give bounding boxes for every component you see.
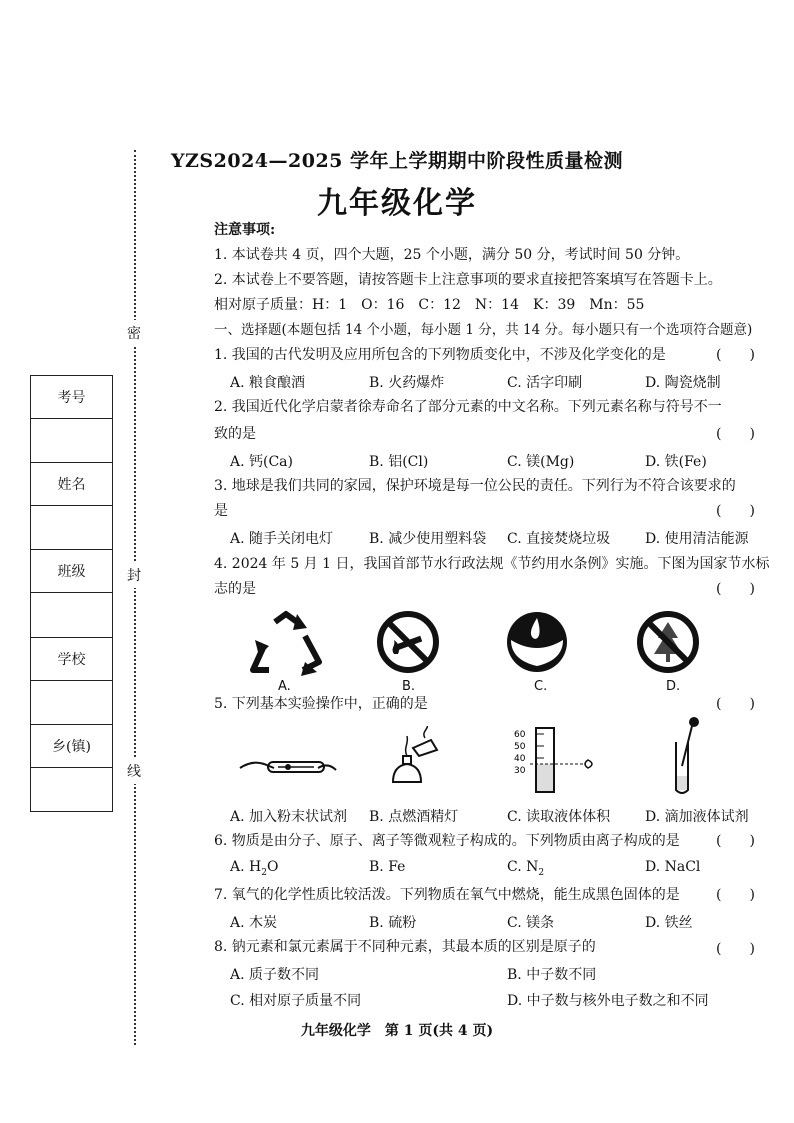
- field-label-class: 班级: [31, 550, 113, 593]
- q5-option-b: B. 点燃酒精灯: [369, 809, 459, 825]
- note-1: 1. 本试卷共 4 页，四个大题，25 个小题，满分 50 分，考试时间 50 分钟。: [214, 247, 690, 263]
- q7-option-c: C. 镁条: [507, 915, 555, 931]
- field-input-town[interactable]: [31, 767, 113, 811]
- q1-stem: 1. 我国的古代发明及应用所包含的下列物质变化中，不涉及化学变化的是: [214, 347, 666, 363]
- q2-answer-paren: ( ): [716, 426, 755, 442]
- field-input-exam-number[interactable]: [31, 419, 113, 463]
- field-label-name: 姓名: [31, 463, 113, 506]
- q3-option-d: D. 使用清洁能源: [645, 531, 749, 547]
- field-input-school[interactable]: [31, 680, 113, 724]
- q1-option-c: C. 活字印刷: [507, 375, 583, 391]
- q2-option-c: C. 镁(Mg): [507, 454, 575, 470]
- q5-answer-paren: ( ): [716, 696, 755, 712]
- q2-option-a: A. 钙(Ca): [230, 454, 293, 470]
- water-saving-icon: [505, 610, 569, 674]
- q8-option-b: B. 中子数不同: [507, 967, 597, 983]
- no-smoking-fire-icon: [376, 610, 440, 674]
- binding-dashed-line: [134, 150, 136, 1045]
- q2-stem-cont: 致的是: [214, 426, 256, 442]
- q3-option-a: A. 随手关闭电灯: [230, 531, 334, 547]
- cylinder-tick-60: 60: [514, 730, 526, 740]
- q1-option-d: D. 陶瓷烧制: [645, 375, 721, 391]
- q7-stem: 7. 氧气的化学性质比较活泼。下列物质在氧气中燃烧，能生成黑色固体的是: [214, 887, 680, 903]
- section1-heading: 一、选择题(本题包括 14 个小题，每小题 1 分，共 14 分。每小题只有一个选项符合题意): [214, 322, 753, 338]
- field-label-town: 乡(镇): [31, 724, 113, 767]
- q3-answer-paren: ( ): [716, 503, 755, 519]
- q4-answer-paren: ( ): [716, 581, 755, 597]
- q7-option-a: A. 木炭: [230, 915, 278, 931]
- q8-option-d: D. 中子数与核外电子数之和不同: [507, 993, 709, 1009]
- q5-option-c: C. 读取液体体积: [507, 809, 611, 825]
- q3-option-b: B. 减少使用塑料袋: [369, 531, 487, 547]
- q8-answer-paren: ( ): [716, 941, 755, 957]
- q2-option-b: B. 铝(Cl): [369, 454, 429, 470]
- field-input-class[interactable]: [31, 593, 113, 637]
- notes-heading: 注意事项:: [214, 222, 276, 238]
- q8-option-a: A. 质子数不同: [230, 967, 320, 983]
- q2-option-d: D. 铁(Fe): [645, 454, 707, 470]
- q2-stem: 2. 我国近代化学启蒙者徐寿命名了部分元素的中文名称。下列元素名称与符号不一: [214, 399, 722, 415]
- note-2: 2. 本试卷上不要答题，请按答题卡上注意事项的要求直接把答案填写在答题卡上。: [214, 272, 722, 288]
- q8-stem: 8. 钠元素和氯元素属于不同种元素，其最本质的区别是原子的: [214, 939, 596, 955]
- exam-title: YZS2024—2025 学年上学期期中阶段性质量检测: [170, 150, 624, 172]
- field-label-exam-number: 考号: [31, 376, 113, 419]
- q1-option-a: A. 粮食酿酒: [230, 375, 306, 391]
- q6-option-d: D. NaCl: [645, 859, 701, 875]
- q8-option-c: C. 相对原子质量不同: [230, 993, 362, 1009]
- cylinder-tick-50: 50: [514, 742, 526, 752]
- student-info-table: [30, 375, 113, 812]
- exam-subject: 九年级化学: [317, 186, 477, 221]
- q5-stem: 5. 下列基本实验操作中，正确的是: [214, 696, 428, 712]
- q7-answer-paren: ( ): [716, 887, 755, 903]
- cylinder-tick-40: 40: [514, 754, 526, 764]
- alcohol-lamp-illustration: [385, 726, 441, 792]
- q6-option-a: A. $H_2O$: [230, 859, 279, 878]
- seal-char-xian: 线: [127, 758, 141, 784]
- q4-stem: 4. 2024 年 5 月 1 日，我国首部节水行政法规《节约用水条例》实施。下图为国家节水标: [214, 556, 770, 572]
- seal-char-mi: 密: [127, 320, 141, 346]
- dropper-illustration: [664, 716, 704, 798]
- field-input-name[interactable]: [31, 506, 113, 550]
- recycling-icon: [245, 610, 327, 678]
- add-powder-illustration: [238, 750, 338, 784]
- q1-option-b: B. 火药爆炸: [369, 375, 445, 391]
- q4-stem-cont: 志的是: [214, 581, 256, 597]
- q6-answer-paren: ( ): [716, 833, 755, 849]
- no-logging-icon: [636, 610, 700, 674]
- q4-option-c: C.: [534, 679, 548, 694]
- q5-option-a: A. 加入粉末状试剂: [230, 809, 348, 825]
- q3-stem-cont: 是: [214, 503, 228, 519]
- q7-option-b: B. 硫粉: [369, 915, 417, 931]
- cylinder-tick-30: 30: [514, 766, 526, 776]
- q3-option-c: C. 直接焚烧垃圾: [507, 531, 611, 547]
- q7-option-d: D. 铁丝: [645, 915, 693, 931]
- page-footer: 九年级化学 第 1 页(共 4 页): [300, 1023, 494, 1039]
- q6-stem: 6. 物质是由分子、原子、离子等微观粒子构成的。下列物质由离子构成的是: [214, 833, 680, 849]
- field-label-school: 学校: [31, 637, 113, 680]
- q1-answer-paren: ( ): [716, 347, 755, 363]
- q5-option-d: D. 滴加液体试剂: [645, 809, 749, 825]
- q4-option-d: D.: [666, 679, 681, 694]
- measuring-cylinder-illustration: [512, 724, 602, 796]
- q6-option-c: C. $N_2$: [507, 859, 545, 878]
- q6-option-b: B. Fe: [369, 859, 406, 875]
- q3-stem: 3. 地球是我们共同的家园，保护环境是每一位公民的责任。下列行为不符合该要求的: [214, 478, 736, 494]
- seal-char-feng: 封: [127, 562, 141, 588]
- q4-option-a: A.: [278, 679, 291, 694]
- q4-option-b: B.: [402, 679, 416, 694]
- atomic-masses: 相对原子质量：H：1 O：16 C：12 N：14 K：39 Mn：55: [214, 297, 645, 313]
